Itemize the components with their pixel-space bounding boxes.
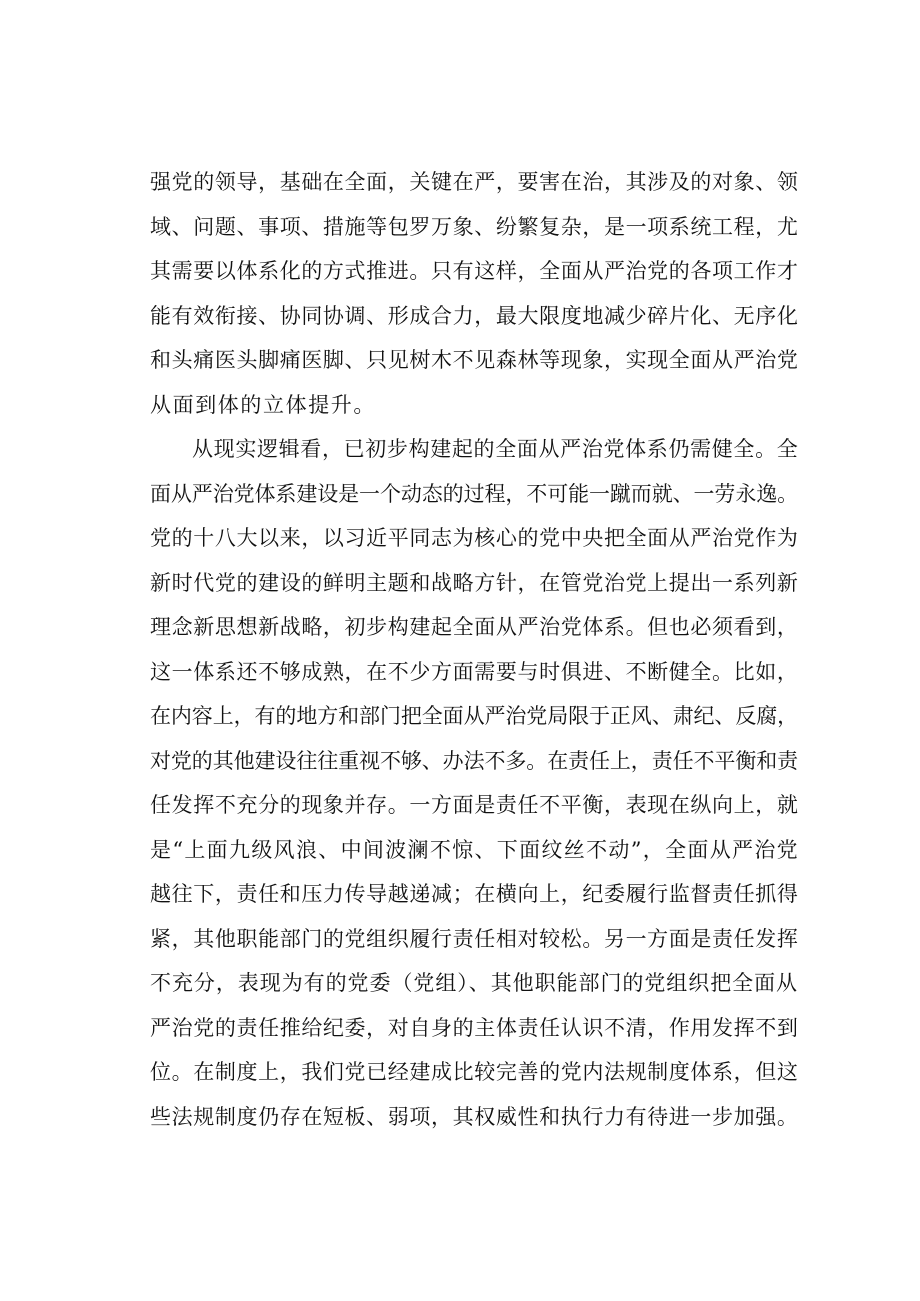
paragraph-2-line: 从现实逻辑看，已初步构建起的全面从严治党体系仍需健全。全 xyxy=(192,437,799,461)
paragraph-2-line: 在内容上，有的地方和部门把全面从严治党局限于正风、肃纪、反腐， xyxy=(150,704,799,728)
paragraph-1-line: 域、问题、事项、措施等包罗万象、纷繁复杂，是一项系统工程，尤 xyxy=(150,214,799,239)
paragraph-1-line: 从面到体的立体提升。 xyxy=(150,392,376,417)
paragraph-2-line: 严治党的责任推给纪委，对自身的主体责任认识不清，作用发挥不到 xyxy=(150,1015,799,1040)
paragraph-2-line: 紧，其他职能部门的党组织履行责任相对较松。另一方面是责任发挥 xyxy=(150,926,799,951)
paragraph-2-line: 是“上面九级风浪、中间波澜不惊、下面纹丝不动”，全面从严治党 xyxy=(150,837,799,862)
paragraph-2-line: 位。在制度上，我们党已经建成比较完善的党内法规制度体系，但这 xyxy=(150,1060,799,1084)
paragraph-1-line: 其需要以体系化的方式推进。只有这样，全面从严治党的各项工作才 xyxy=(150,259,799,283)
document-body xyxy=(150,160,800,1139)
paragraph-2-line: 不充分，表现为有的党委（党组）、其他职能部门的党组织把全面从 xyxy=(150,971,798,995)
paragraph-1 xyxy=(150,160,800,427)
paragraph-2-line: 越往下，责任和压力传导越递减；在横向上，纪委履行监督责任抓得 xyxy=(150,882,799,906)
paragraph-1-line: 强党的领导，基础在全面，关键在严，要害在治，其涉及的对象、领 xyxy=(150,170,799,194)
paragraph-2-line: 理念新思想新战略，初步构建起全面从严治党体系。但也必须看到， xyxy=(150,615,799,639)
paragraph-2-line: 这一体系还不够成熟，在不少方面需要与时俱进、不断健全。比如， xyxy=(150,659,799,684)
paragraph-2-line: 任发挥不充分的现象并存。一方面是责任不平衡，表现在纵向上，就 xyxy=(150,793,799,817)
paragraph-2-line: 新时代党的建设的鲜明主题和战略方针，在管党治党上提出一系列新 xyxy=(150,570,799,595)
paragraph-2 xyxy=(150,427,800,1139)
paragraph-1-line: 和头痛医头脚痛医脚、只见树木不见森林等现象，实现全面从严治党 xyxy=(150,348,799,372)
paragraph-2-line: 面从严治党体系建设是一个动态的过程，不可能一蹴而就、一劳永逸。 xyxy=(150,481,799,506)
paragraph-2-line: 对党的其他建设往往重视不够、办法不多。在责任上，责任不平衡和责 xyxy=(150,748,799,773)
paragraph-2-line: 些法规制度仍存在短板、弱项，其权威性和执行力有待进一步加强。 xyxy=(150,1104,799,1129)
paragraph-2-line: 党的十八大以来，以习近平同志为核心的党中央把全面从严治党作为 xyxy=(150,526,799,550)
paragraph-1-line: 能有效衔接、协同协调、形成合力，最大限度地减少碎片化、无序化 xyxy=(150,303,799,328)
